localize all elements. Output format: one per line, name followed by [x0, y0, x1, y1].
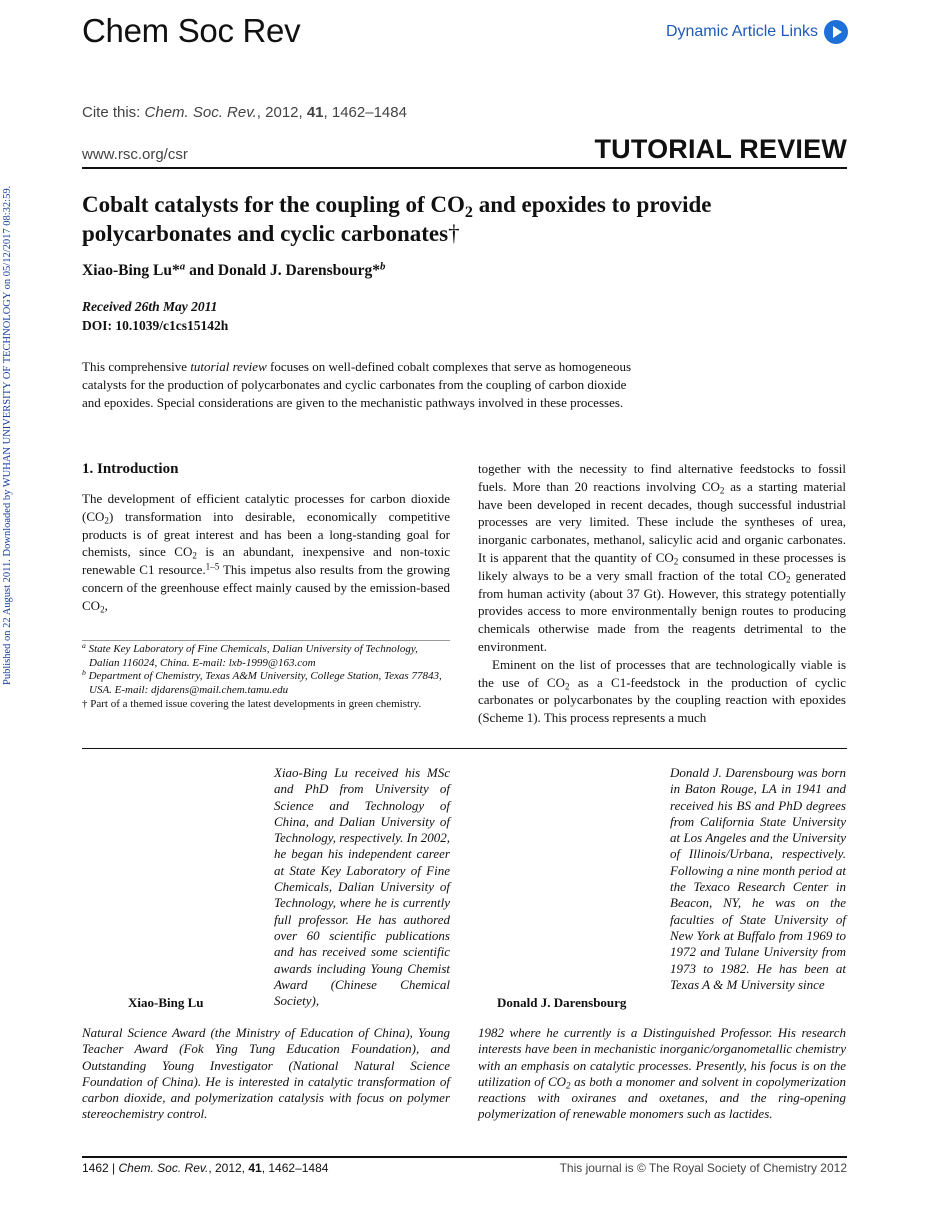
bio-rule	[82, 748, 847, 749]
col2-p1-b: as a starting material have been developed in recent decades, though successful industrial processes are very limited. These include the syntheses of urea, inorganic carbonates, methanol, salicylic acid and organic carbonates. It is apparent that the quantity of CO	[478, 478, 846, 565]
footer-rule	[82, 1156, 847, 1158]
col2-p1-c: consumed in these processes is likely always to be a very small fraction of the total CO	[478, 549, 846, 583]
cite-journal: Chem. Soc. Rev.	[144, 104, 257, 121]
sub-2: 2	[719, 485, 725, 496]
footer-citation	[82, 1161, 328, 1175]
section-heading-introduction: 1. Introduction	[82, 461, 179, 477]
intro-column-2	[478, 460, 846, 727]
col2-paragraph-2	[478, 656, 846, 727]
journal-title: Chem Soc Rev	[82, 12, 301, 49]
sub-2: 2	[565, 681, 570, 692]
intro-column-1	[82, 490, 450, 615]
footnote-b-text: Department of Chemistry, Texas A&M University, College Station, Texas 77843, USA. E-mail: djdarens@mail.chem.tamu.edu	[85, 670, 442, 697]
footer-sep: |	[108, 1161, 119, 1175]
bio-darensbourg-bottom-a: 1982 where he currently is a Distinguished Professor. His research interests have been in mechanistic inorganic/organometallic chemistry with an emphasis on catalytic processes. Presently, his focus is on the utilization of CO	[478, 1025, 846, 1089]
doi[interactable]: DOI: 10.1039/c1cs15142h	[82, 318, 229, 333]
sub-2: 2	[192, 551, 197, 562]
download-watermark: Published on 22 August 2011. Downloaded by WUHAN UNIVERSITY OF TECHNOLOGY on 05/12/2017 08:32:59.	[2, 185, 13, 685]
col1-text-e: ,	[104, 597, 108, 613]
header-rule	[82, 167, 847, 169]
ref-1-5[interactable]: 1–5	[205, 561, 220, 572]
bio-darensbourg-bottom	[478, 1025, 846, 1123]
col2-p2-b: as a C1-feedstock in the production of cyclic carbonates or polycarbonates by the coupling reaction with epoxides (Scheme 1). This process represents a much	[478, 674, 846, 726]
col2-p1-d: generated from human activity (about 37 Gt). However, this strategy potentially provides access to more environmentally benign routes to producing chemicals otherwise made from the reagents detrimental to the environment.	[478, 567, 846, 654]
author1: Xiao-Bing Lu*	[82, 262, 180, 279]
col2-paragraph-1	[478, 460, 846, 656]
article-title	[82, 190, 842, 248]
cite-volume: 41	[306, 104, 324, 121]
article-type: TUTORIAL REVIEW	[594, 134, 847, 164]
title-part2: and epoxides to provide polycarbonates and cyclic carbonates	[82, 192, 712, 246]
citation-line	[82, 104, 407, 121]
footnotes	[82, 643, 450, 712]
title-dagger: †	[448, 221, 460, 246]
cite-prefix: Cite this:	[82, 104, 145, 121]
cite-year: , 2012,	[256, 104, 307, 121]
author1-affil: a	[179, 260, 186, 273]
cite-pages: , 1462–1484	[323, 104, 407, 121]
sub-2: 2	[104, 515, 109, 526]
footnote-a-mark: a	[82, 641, 86, 651]
footer-page: 1462	[82, 1161, 109, 1175]
sub-2: 2	[785, 574, 791, 585]
sub-2: 2	[673, 556, 679, 567]
footer-pages: , 1462–1484	[261, 1161, 329, 1175]
footer-year: , 2012,	[208, 1161, 249, 1175]
col1-text-b: ) transformation into desirable, economically competitive products is of great interest and has been a long-standing goal for chemists, since CO	[82, 508, 450, 560]
bio-darensbourg-bottom-b: as both a monomer and solvent in copolymerization reactions with oxiranes and oxetanes, and the ring-opening polymerization of renewable monomers such as lactides.	[478, 1073, 846, 1122]
author-line	[82, 262, 385, 280]
abstract-pre: This comprehensive	[82, 359, 191, 374]
footnote-b	[82, 670, 450, 697]
bio-darensbourg-right: Donald J. Darensbourg was born in Baton Rouge, LA in 1941 and received his BS and PhD degrees from California State University at Los Angeles and the University of Illinois/Urbana, respectively. Following a nine month period at the Texaco Research Center in Beacon, NY, he was on the faculties of State University of New York at Buffalo from 1969 to 1972 and Tulane University from 1973 to 1982. He has been at Texas A & M University since	[670, 765, 846, 992]
footnote-b-mark: b	[82, 668, 86, 678]
col2-p1-a: together with the necessity to find alternative feedstocks to fossil fuels. More than 20 reactions involving CO	[478, 461, 846, 494]
dynamic-links-label[interactable]: Dynamic Article Links	[665, 23, 818, 40]
col1-text-a: The development of efficient catalytic processes for carbon dioxide (CO	[82, 491, 450, 524]
abstract-emphasis: tutorial review	[190, 359, 267, 374]
dynamic-article-links[interactable]	[666, 20, 848, 44]
author2-affil: b	[380, 260, 386, 273]
col2-p2-a: Eminent on the list of processes that are technologically viable is the use of CO	[478, 656, 846, 690]
title-subscript: 2	[464, 203, 473, 221]
bio-name-darensbourg: Donald J. Darensbourg	[497, 995, 627, 1010]
footer-journal: Chem. Soc. Rev.	[118, 1161, 209, 1175]
bio-lu-right: Xiao-Bing Lu received his MSc and PhD from University of Science and Technology of China, and Dalian University of Technology, respectively. In 2002, he began his independent career at State Key Laboratory of Fine Chemicals, Dalian University of Technology, where he is currently full professor. He has authored over 60 scientific publications and has received some scientific awards including Young Chemist Award (Chinese Chemical Society),	[274, 765, 450, 1009]
footer-copyright: This journal is © The Royal Society of Chemistry 2012	[559, 1161, 847, 1175]
footer-volume: 41	[248, 1161, 262, 1175]
col1-text-c: is an abundant, inexpensive and non-toxic renewable C1 resource.	[82, 544, 451, 578]
abstract	[82, 358, 642, 412]
title-part1: Cobalt catalysts for the coupling of CO	[82, 192, 465, 217]
bio-lu-bottom: Natural Science Award (the Ministry of Education of China), Young Teacher Award (Fok Ying Tung Education Foundation), and Outstanding Young Investigator (National Natural Science Foundation of China). He is interested in catalytic transformation of carbon dioxide, and polymerization catalysis with focus on polymer stereochemistry control.	[82, 1025, 450, 1122]
received-date: Received 26th May 2011	[82, 299, 218, 314]
footnote-a-text: State Key Laboratory of Fine Chemicals, Dalian University of Technology, Dalian 116024, China. E-mail: lxb-1999@163.com	[85, 643, 418, 669]
footnote-dagger: † Part of a themed issue covering the latest developments in green chemistry.	[82, 697, 422, 710]
sub-2: 2	[100, 604, 105, 615]
sub-2: 2	[566, 1080, 571, 1091]
footnote-a	[82, 643, 450, 670]
col1-text-d: This impetus also results from the growing concern of the greenhouse effect mainly caused by the emission-based CO	[82, 562, 450, 613]
play-arrow-icon[interactable]	[824, 20, 848, 44]
abstract-post: focuses on well-defined cobalt complexes that serve as homogeneous catalysts for the production of polycarbonates and cyclic carbonates from the coupling of carbon dioxide and epoxides. Special considerations are given to the mechanistic pathways involved in these processes.	[82, 359, 631, 410]
footnote-rule	[82, 640, 450, 641]
journal-url[interactable]: www.rsc.org/csr	[82, 146, 188, 163]
bio-name-lu: Xiao-Bing Lu	[128, 995, 204, 1010]
author2: and Donald J. Darensbourg*	[185, 262, 380, 279]
